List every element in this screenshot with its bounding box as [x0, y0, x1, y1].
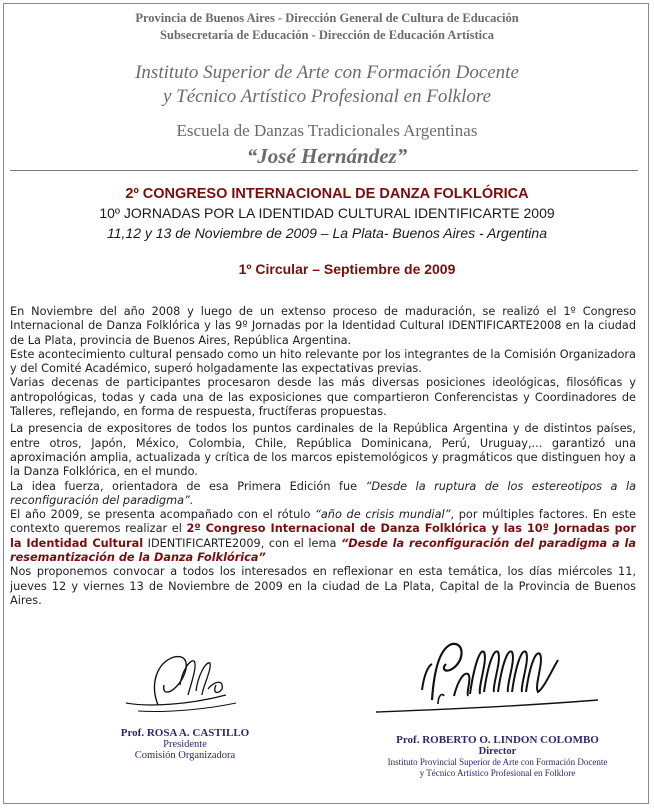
- paragraph-1: En Noviembre del año 2008 y luego de un extenso proceso de maduración, se realizó el 1º Congreso Internacional de Danza Folklórica y las 9º Jornadas por la Identidad Cultural IDENTIFICARTE2008 en la ciudad de La Plata, provincia de Buenos Aires, República Argentina.: [10, 305, 636, 347]
- government-line-1: Provincia de Buenos Aires - Dirección General de Cultura de Educación: [135, 11, 519, 25]
- government-line-2: Subsecretaría de Educación - Dirección de Educación Artística: [160, 28, 494, 42]
- lindon-colombo-signature: [372, 630, 602, 730]
- paragraph-6-text-c: IDENTIFICARTE2009, con el lema: [143, 536, 341, 550]
- congress-title: 2º CONGRESO INTERNACIONAL DE DANZA FOLKLÓRICA: [125, 186, 529, 202]
- paragraph-6: [10, 508, 636, 565]
- circular-body: [10, 305, 636, 608]
- paragraph-3: Varias decenas de participantes procesaron desde las más diversas posiciones ideológicas, filosóficas y antropológicas, todas y cada una de las exposiciones que compartieron Conferencistas y Coordinadores de Talleres, reflejando, en forma de respuesta, fructíferas propuestas.: [10, 376, 636, 419]
- paragraph-2: Este acontecimiento cultural pensado como un hito relevante por los integrantes de la Comisión Organizadora y del Comité Académico, superó holgadamente las expectativas previas.: [10, 347, 636, 376]
- circular-label: 1º Circular – Septiembre de 2009: [238, 261, 456, 277]
- school-line: Escuela de Danzas Tradicionales Argentinas: [176, 121, 478, 140]
- paragraph-4: La presencia de expositores de todos los puntos cardinales de la República Argentina y de distintos países, entre otros, Japón, México, Colombia, Chile, República Dominicana, Perú, Uruguay,... garantizó una aproximación amplia, actualizada y crítica de los marcos epistemológicos y pragmáticos que distinguen hoy a la Danza Folklórica, en el mundo.: [10, 422, 636, 479]
- signature-left: [90, 727, 280, 761]
- signer-left-org: Comisión Organizadora: [134, 750, 236, 761]
- congress-subtitle: 10º JORNADAS POR LA IDENTIDAD CULTURAL IDENTIFICARTE 2009: [99, 205, 555, 221]
- castillo-signature: [118, 645, 248, 720]
- congress-highlight: 2º Congreso Internacional de Danza Folklórica y las 10º Jornadas por la Identidad Cultural: [10, 522, 636, 550]
- paragraph-5: [10, 480, 636, 509]
- signer-left-name: Prof. ROSA A. CASTILLO: [120, 727, 250, 739]
- paragraph-6-text-a: El año 2009, se presenta acompañado con el rótulo: [10, 508, 316, 522]
- institute-line-2: y Técnico Artístico Profesional en Folklore: [162, 86, 492, 107]
- crisis-label: “año de crisis mundial”: [315, 508, 451, 522]
- paragraph-7: Nos proponemos convocar a todos los interesados en reflexionar en esta temática, los días miércoles 11, jueves 12 y viernes 13 de Noviembre de 2009 en la ciudad de La Plata, Capital de la Provincia de Buenos Aires.: [10, 565, 636, 607]
- signer-right-org-1: Instituto Provincial Superior de Arte con Formación Docente: [387, 757, 608, 767]
- signer-right-org-2: y Técnico Artístico Profesional en Folklore: [419, 768, 576, 778]
- signer-right-name: Prof. ROBERTO O. LINDON COLOMBO: [396, 734, 599, 746]
- signer-right-role: Director: [478, 746, 517, 757]
- second-edition-motto: “Desde la reconfiguración del paradigma a la resemantización de la Danza Folklórica”: [10, 536, 636, 565]
- institute-line-1: Instituto Superior de Arte con Formación Docente: [135, 62, 519, 83]
- signer-left-role: Presidente: [163, 739, 207, 750]
- paragraph-6-text-b: , por múltiples factores. En este contexto queremos realizar el: [10, 508, 636, 536]
- school-name: “José Hernández”: [246, 144, 408, 168]
- header-divider: [10, 170, 638, 171]
- congress-dates: 11,12 y 13 de Noviembre de 2009 – La Plata- Buenos Aires - Argentina: [107, 225, 547, 241]
- first-edition-motto: “Desde la ruptura de los estereotipos a la reconfiguración del paradigma”.: [10, 479, 637, 507]
- paragraph-5-text: La idea fuerza, orientadora de esa Primera Edición fue: [10, 479, 366, 493]
- signature-right: [350, 734, 645, 779]
